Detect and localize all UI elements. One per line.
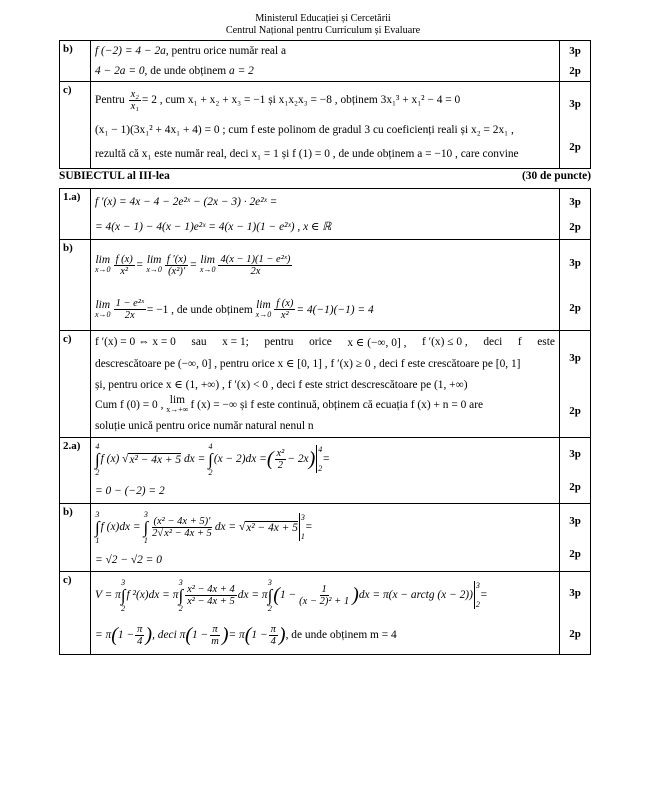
math-line: f ′(x) = 4x − 4 − 2e²ˣ − (2x − 3) · 2e²ˣ =: [95, 195, 278, 208]
math-expr: = 4(−1)(−1) = 4: [296, 303, 374, 316]
points-value: 3p: [569, 514, 581, 527]
row-label: b): [60, 41, 91, 82]
fraction: $\frac{\text{x²}}{2}$: [276, 447, 285, 471]
points-value: 2p: [569, 627, 581, 640]
evaluation-bar: 3 1: [300, 513, 305, 541]
integral: 4 ∫ 2: [208, 441, 213, 477]
points-cell: [560, 438, 591, 504]
points-value: 3p: [569, 97, 581, 110]
row-label: b): [60, 504, 91, 572]
text: = −1 , de unde obținem: [146, 303, 253, 316]
fraction: $\frac{f '(x)}{\text{(x²)′}}$: [166, 253, 187, 277]
points-value: 3p: [569, 256, 581, 269]
integral: 3 ∫ 1: [95, 509, 100, 545]
points-value: 2p: [569, 548, 581, 561]
fraction: $\frac{f (x)}{\text{x²}}$: [276, 298, 294, 321]
subject-heading: [59, 170, 591, 182]
math-expr: 4 − 2a = 0: [95, 64, 145, 77]
row-label: c): [60, 331, 91, 438]
row-content: V = π 3 ∫ 2 f ²(x)dx = π 3 ∫ 2 $\frac{\text{x² − 4x + 4}}{\text{x² − 4x + 5}}$ dx = π 3 ∫ 2 ( 1 − $\frac{1}{\text{(x − 2)² + 1}}$ ) dx = π(x − arctg (x − 2)) 3 2 = = π ( 1 − $\frac{\pi}{4}$ ) , deci π ( 1 − $\frac{\pi}{m}$ ) = π ( 1 − $\frac{\pi}{4}$ ) , de unde obținem m = 4: [91, 572, 560, 655]
row-content: 4 ∫ 2 f (x) √ x² − 4x + 5 dx = 4 ∫ 2 (x − 2)dx = ( $\frac{\text{x²}}{2}$ − 2x ) 4 2 = = 0 − (−2) = 2: [91, 438, 560, 504]
points-value: 3p: [569, 45, 581, 57]
points-cell: [560, 82, 591, 169]
fraction: $\frac{\pi}{4}$: [137, 623, 143, 647]
math-expr: f (−2) = 4 − 2a: [95, 45, 166, 57]
grading-table-subject-3: [59, 188, 591, 655]
header-ministry: Ministerul Educației și Cercetării: [255, 13, 391, 24]
subject-title: SUBIECTUL al III-lea: [59, 170, 170, 182]
text-line: (x₁ − 1)(3x₁² + 4x₁ + 4) = 0 ; cum f este polinom de gradul 3 cu coeficienți reali și x₂ = 2x₁ ,: [95, 124, 514, 136]
math-line: = 0 − (−2) = 2: [95, 485, 165, 497]
text-line: și, pentru orice x ∈ (1, +∞) , f ′(x) < 0 , deci f este strict descrescătoare pe (1, +∞): [95, 378, 468, 391]
fraction: $\frac{\text{(x² − 4x + 5)′}}{\text{2√x² − 4x + 5}}$: [152, 515, 212, 539]
text-line: f ′(x) = 0 ⇔ x = 0 sau x = 1; pentru orice x ∈ (−∞, 0] , f ′(x) ≤ 0 , deci f este: [95, 335, 555, 349]
text-line: Cum f (0) = 0 , lim x→+∞ f (x) = −∞ și f este continuă, obținem că ecuația f (x) + n = 0 are: [95, 394, 484, 414]
points-cell: [560, 331, 591, 438]
fraction: $\frac{f (x)}{\text{x²}}$: [115, 253, 133, 277]
points-value: 2p: [569, 404, 581, 417]
row-label: c): [60, 82, 91, 169]
table-row: [60, 41, 591, 82]
text: Pentru: [95, 94, 125, 106]
text-line: descrescătoare pe (−∞, 0] , pentru orice x ∈ [0, 1] , f ′(x) ≥ 0 , deci f este crescătoare pe [0, 1]: [95, 357, 521, 370]
math-expr: a = 2: [229, 64, 254, 77]
points-value: 3p: [569, 586, 581, 599]
integral: 3 ∫ 2: [267, 577, 273, 613]
table-row: [60, 189, 591, 240]
subject-points: (30 de puncte): [522, 170, 591, 182]
table-row: [60, 572, 591, 655]
table-row: [60, 504, 591, 572]
integral: 3 ∫ 1: [143, 509, 149, 545]
math-line: = 4(x − 1) − 4(x − 1)e²ˣ = 4(x − 1)(1 − e²ˣ) , x ∈ ℝ: [95, 221, 332, 233]
points-value: 3p: [569, 351, 581, 364]
integral: 3 ∫ 2: [120, 577, 126, 613]
text: , de unde obținem: [144, 64, 227, 77]
text-line: rezultă că x₁ este număr real, deci x₁ = 1 și f (1) = 0 , de unde obținem a = −10 , care convine: [95, 148, 519, 160]
points-value: 2p: [569, 65, 581, 77]
points-cell: [560, 240, 591, 331]
evaluation-bar: 3 2: [475, 581, 480, 609]
fraction: $\frac{\text{x² − 4x + 4}}{\text{x² − 4x + 5}}$: [187, 583, 235, 607]
fraction: $\frac{\pi}{4}$: [270, 623, 276, 647]
points-cell: [560, 41, 591, 82]
math-line: = √2 − √2 = 0: [95, 554, 162, 566]
lim-operator: lim: [95, 254, 111, 266]
integral: 4 ∫ 2: [95, 441, 100, 477]
row-content: [91, 331, 560, 438]
points-cell: [560, 572, 591, 655]
table-row: [60, 331, 591, 438]
row-content: [91, 189, 560, 240]
evaluation-bar: 4 2: [318, 445, 323, 473]
math-expr: = 2 , cum x₁ + x₂ + x₃ = −1 și x₁x₂x₃ = −8 , obținem 3x₁³ + x₁² − 4 = 0: [141, 94, 461, 106]
points-cell: [560, 504, 591, 572]
fraction: $\frac{1}{\text{(x − 2)² + 1}}$: [299, 583, 350, 607]
row-label: 2.a): [60, 438, 91, 504]
text-line: soluție unică pentru orice număr natural nenul n: [95, 420, 314, 432]
header-center: Centrul Național pentru Curriculum și Evaluare: [225, 25, 421, 36]
row-label: b): [60, 240, 91, 331]
row-content: [91, 41, 560, 82]
row-content: [91, 82, 560, 169]
row-content: lim x→0 $\frac{f (x)}{\text{x²}}$ = lim x→0 $\frac{f '(x)}{\text{(x²)′}}$ = lim x→0 $\frac{\text{4(x − 1)(1 − e²ˣ)}}{2x}$ lim x→0 $\frac{\text{1 − e²ˣ}}{2x}$ = −1 , de unde obținem lim x→0 $\frac{f (x)}{\text{x²}}$ = 4(−1)(−1) = 4: [91, 240, 560, 331]
points-value: 3p: [569, 195, 581, 208]
integral: 3 ∫ 2: [178, 577, 184, 613]
lim-subscript: x→0: [95, 265, 111, 274]
fraction: $\frac{\text{1 − e²ˣ}}{2x}$: [115, 298, 144, 321]
table-row: [60, 82, 591, 169]
points-value: 2p: [569, 140, 581, 153]
fraction: $\frac{\text{4(x − 1)(1 − e²ˣ)}}{2x}$: [220, 253, 291, 277]
row-label: 1.a): [60, 189, 91, 240]
fraction: $\frac{\text{x₂}}{\text{x₁}}$: [130, 88, 139, 112]
grading-table-top: [59, 40, 591, 169]
text: , pentru orice număr real a: [165, 45, 287, 57]
table-row: [60, 438, 591, 504]
table-row: [60, 240, 591, 331]
points-value: 2p: [569, 301, 581, 314]
points-value: 2p: [569, 480, 581, 493]
points-value: 3p: [569, 448, 581, 461]
points-value: 2p: [569, 220, 581, 233]
points-cell: [560, 189, 591, 240]
fraction: $\frac{\pi}{m}$: [211, 623, 219, 647]
row-label: c): [60, 572, 91, 655]
row-content: 3 ∫ 1 f (x)dx = 3 ∫ 1 $\frac{\text{(x² − 4x + 5)′}}{\text{2√x² − 4x + 5}}$ dx = √ x² − 4x + 5 3 1 = = √2 − √2 = 0: [91, 504, 560, 572]
